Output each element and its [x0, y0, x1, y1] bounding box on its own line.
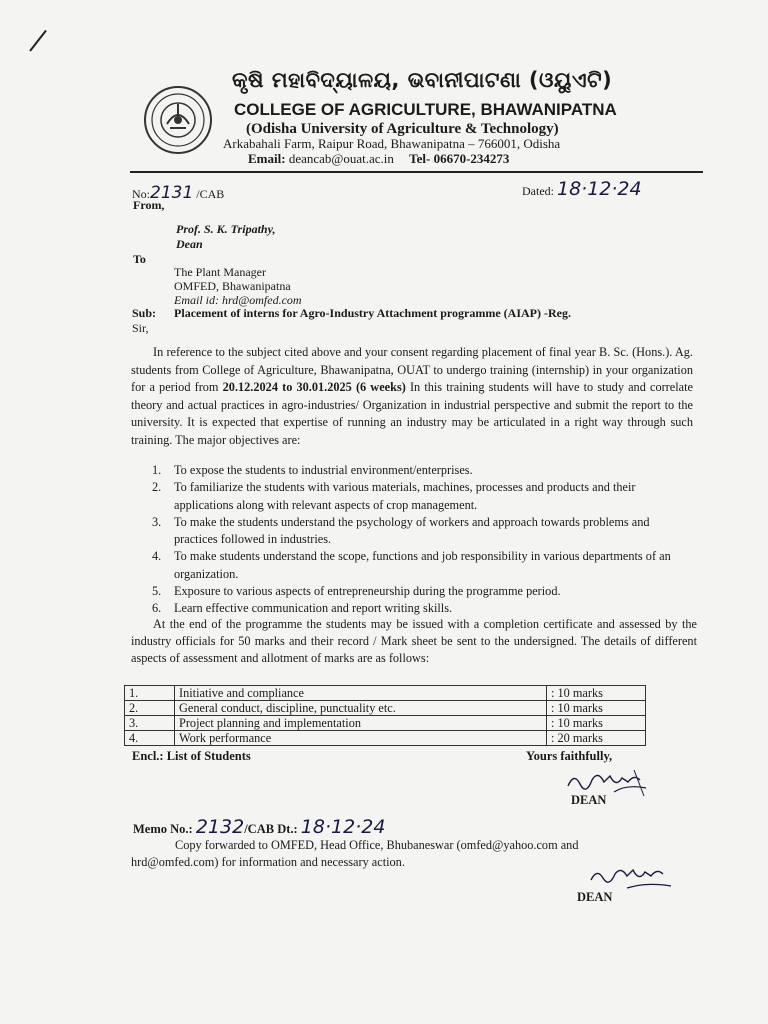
table-row: 4. Work performance : 20 marks: [125, 731, 646, 746]
memo-line: [133, 816, 385, 838]
memo-date-label: Dt.:: [277, 822, 298, 836]
marks-table: [124, 685, 646, 746]
enclosure-note: Encl.: List of Students: [132, 749, 251, 763]
college-address: Arkabahali Farm, Raipur Road, Bhawanipatna – 766001, Odisha: [223, 136, 561, 151]
subject-text: Placement of interns for Agro-Industry Attachment programme (AIAP) -Reg.: [174, 306, 571, 320]
para1-end: In this training students will have to study and correlate theory and actual practices in agro-industries/ Organization in industrial perspective and submit the report to the university. It is expected that expertise of running an industry may be articulated in a right way through such training. The major objectives are:: [131, 380, 693, 447]
header-divider: [130, 171, 703, 173]
university-emblem-icon: [143, 84, 213, 156]
dated-label: Dated:: [522, 184, 554, 198]
table-row: 3. Project planning and implementation : 10 marks: [125, 716, 646, 731]
training-period: 20.12.2024 to 30.01.2025 (6 weeks): [222, 380, 406, 394]
memo-signatory-title: DEAN: [577, 890, 613, 904]
email-label: Email:: [248, 151, 286, 166]
recipient-organization: OMFED, Bhawanipatna: [174, 279, 291, 293]
memo-suffix: /CAB: [244, 822, 275, 836]
objectives-list: [148, 462, 696, 618]
letter-number-label: No:: [132, 187, 150, 201]
table-row: 2. General conduct, discipline, punctuality etc. : 10 marks: [125, 701, 646, 716]
college-name-odia: କୃଷି ମହାବିଦ୍ୟାଳୟ, ଭବାନୀପାଟଣା (ଓୟୁଏଟି): [232, 68, 613, 92]
signatory-title: DEAN: [571, 793, 607, 807]
contact-line: [248, 151, 509, 167]
from-label: From,: [133, 198, 165, 212]
subject-line: [132, 306, 571, 321]
dated-handwritten: 18·12·24: [557, 178, 642, 200]
recipient-title: The Plant Manager: [174, 265, 266, 279]
email-address: deancab@ouat.ac.in: [288, 151, 394, 166]
college-name: COLLEGE OF AGRICULTURE, BHAWANIPATNA: [234, 100, 617, 119]
letter-number-suffix: /CAB: [196, 187, 225, 201]
sender-name: Prof. S. K. Tripathy,: [176, 222, 276, 236]
salutation: Sir,: [132, 321, 149, 335]
para1-start: In reference to the subject cited above and your consent regarding placement of final year B. Sc. (Hons.). Ag. students from College of Agriculture, Bhawanipatna, OUAT to undergo training (internship) in your organization for a period from: [131, 345, 693, 394]
list-item: 2. To familiarize the students with various materials, machines, processes and products and their applications along with relevant aspects of crop management.: [152, 480, 636, 512]
body-paragraph-1: [131, 344, 693, 449]
closing: Yours faithfully,: [526, 749, 613, 763]
to-label: To: [133, 252, 146, 266]
copy-forwarded-paragraph: Copy forwarded to OMFED, Head Office, Bhubaneswar (omfed@yahoo.com and hrd@omfed.com) for information and necessary action.: [131, 838, 579, 869]
telephone: Tel- 06670-234273: [409, 151, 510, 166]
letter-number-handwritten: 2131: [150, 183, 194, 203]
subject-label: Sub:: [132, 306, 157, 320]
recipient-email: Email id: hrd@omfed.com: [174, 293, 302, 307]
memo-number-handwritten: 2132: [195, 816, 245, 838]
memo-label: Memo No.:: [133, 822, 193, 836]
body-paragraph-2: At the end of the programme the students may be issued with a completion certificate and assessed by the industry officials for 50 marks and their record / Mark sheet be sent to the undersigned. The details of different aspects of assessment and allotment of marks are as follows:: [131, 617, 697, 665]
list-item: 4. To make students understand the scope, functions and job responsibility in various departments of an organization.: [152, 549, 671, 581]
list-item: 5. Exposure to various aspects of entrepreneurship during the programme period.: [152, 584, 561, 599]
margin-tick-mark: [29, 30, 47, 52]
list-item: 3. To make the students understand the psychology of workers and approach towards problems and practices followed in industries.: [152, 514, 650, 547]
sender-title: Dean: [176, 237, 203, 251]
letter-date: [522, 178, 642, 200]
list-item: 6. Learn effective communication and report writing skills.: [152, 601, 453, 616]
list-item: 1. To expose the students to industrial environment/enterprises.: [152, 463, 473, 477]
university-name: (Odisha University of Agriculture & Technology): [246, 121, 559, 137]
memo-date-handwritten: 18·12·24: [300, 816, 386, 838]
table-row: 1. Initiative and compliance : 10 marks: [125, 686, 646, 701]
